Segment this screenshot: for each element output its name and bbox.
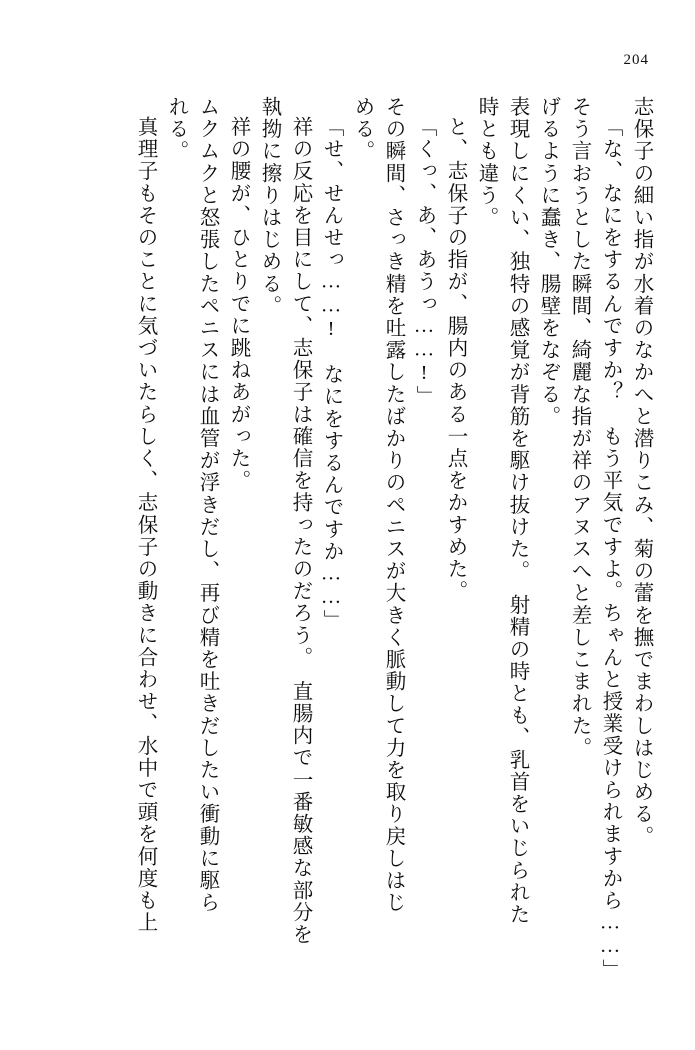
text-column: 「くっ、あ、あうっ……!」 [413,116,435,408]
text-column: げるように蠢き、腸壁をなぞる。 [537,96,559,428]
text-column: と、志保子の指が、腸内のある一点をかすめた。 [444,116,466,603]
text-column: 祥の腰が、ひとりでに跳ねあがった。 [227,116,249,492]
text-column: ムクムクと怒張したペニスには血管が浮きだし、再び精を吐きだしたい衝動に駆ら [196,96,218,914]
text-column: 祥の反応を目にして、志保子は確信を持ったのだろう。 直腸内で一番敏感な部分を [289,116,311,946]
text-column: 「な、なにをするんですか？ もう平気ですよ。ちゃんと授業受けられますから……」 [599,116,621,981]
text-column: 「せ、せんせっ……! なにをするんですか……」 [320,116,342,632]
text-column: そう言おうとした瞬間、綺麗な指が祥のアヌスへと差しこまれた。 [568,96,590,759]
text-column: 表現しにくい、独特の感覚が背筋を駆け抜けた。 射精の時とも、乳首をいじられた [506,96,528,926]
text-column: れる。 [165,96,187,163]
text-column: 真理子もそのことに気づいたらしく、志保子の動きに合わせ、水中で頭を何度も上 [134,116,156,934]
text-column: める。 [351,96,373,163]
text-column: その瞬間、さっき精を吐露したばかりのペニスが大きく脈動して力を取り戻しはじ [382,96,404,914]
vertical-text-body [45,96,652,981]
text-column: 志保子の細い指が水着のなかへと潜りこみ、菊の蕾を撫でまわしはじめる。 [630,96,652,848]
text-column: 執拗に擦りはじめる。 [258,96,280,317]
page-number: 204 [623,52,649,68]
text-column: 時とも違う。 [475,96,497,229]
